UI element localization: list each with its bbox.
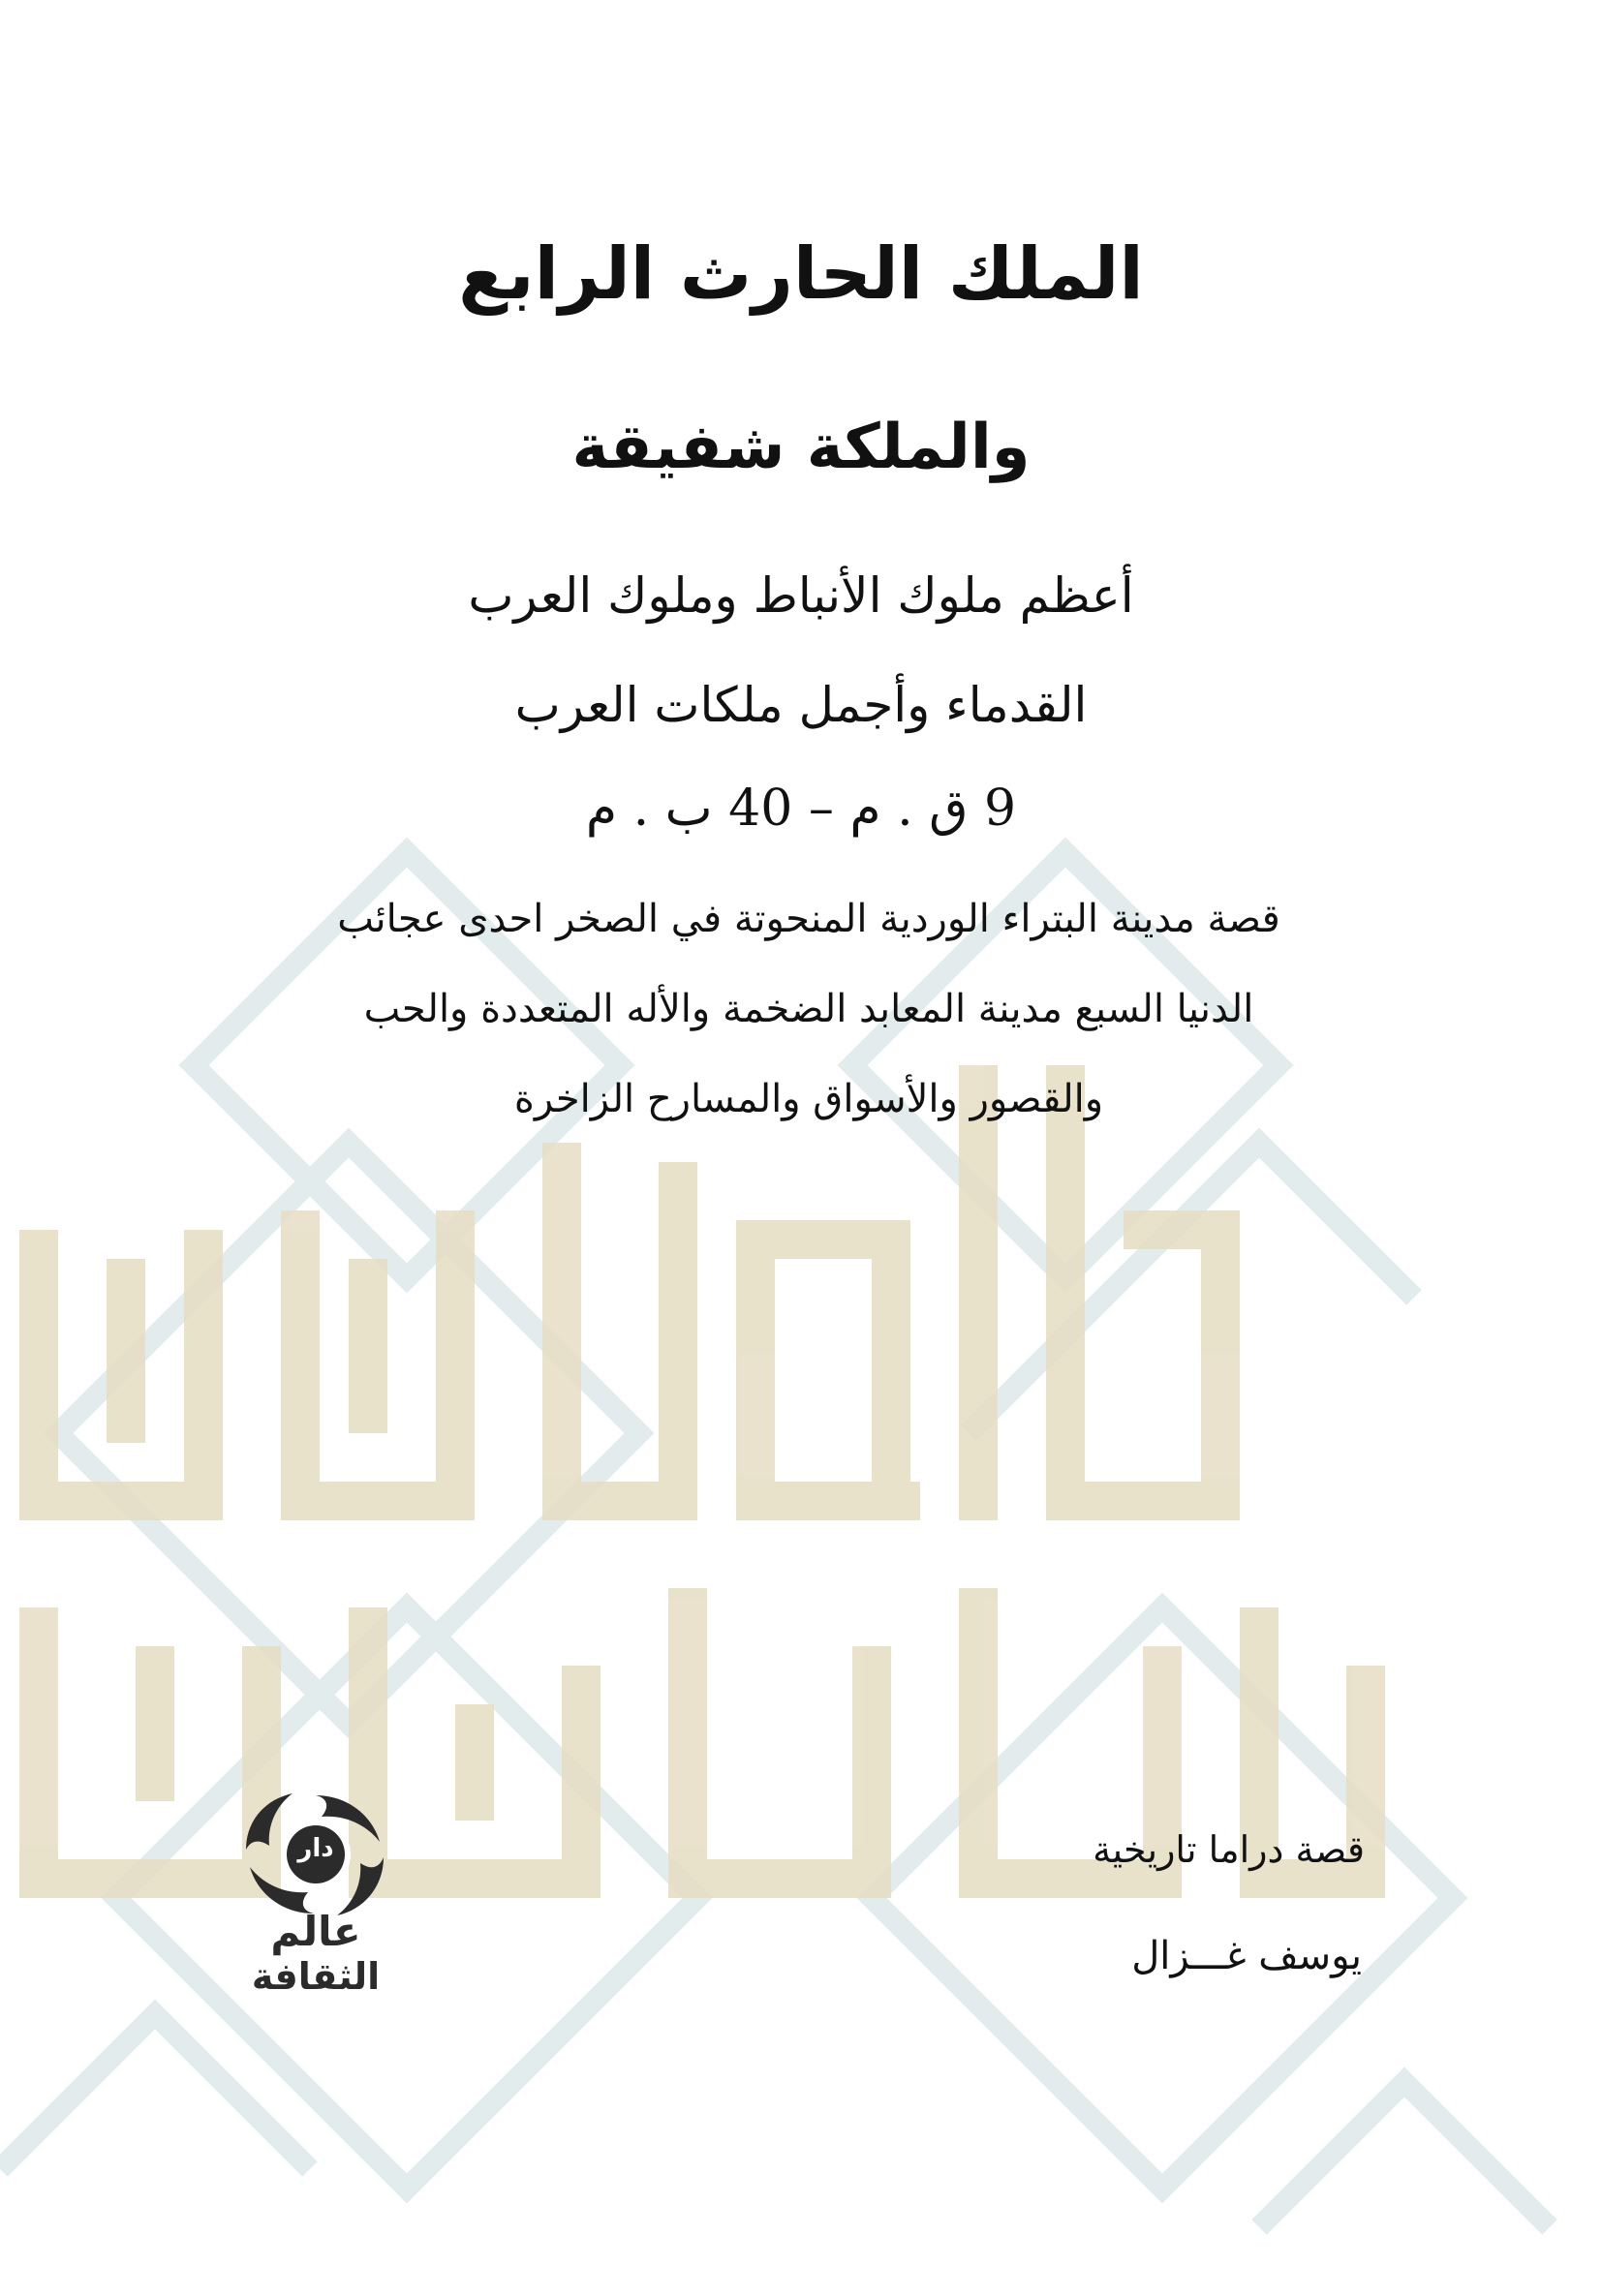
description-line-1: قصة مدينة البتراء الوردية المنحوتة في الصخر احدى عجائب: [337, 897, 1280, 941]
book-author: يوسف غـــزال: [1131, 1934, 1362, 1978]
description-line-2: الدنيا السبع مدينة المعابد الضخمة والأله المتعددة والحب: [363, 987, 1254, 1031]
description-line-3: والقصور والأسواق والمسارح الزاخرة: [513, 1077, 1104, 1121]
publisher-logo: [238, 1790, 393, 2007]
publisher-name-line-1: عالم: [270, 1908, 361, 1955]
book-genre: قصة دراما تاريخية: [1093, 1828, 1365, 1871]
subtitle-line-2: القدماء وأجمل ملكات العرب: [514, 677, 1088, 733]
publisher-name-line-2: الثقافة: [251, 1955, 381, 1998]
subtitle-dates: 9 ق . م – 40 ب . م: [585, 780, 1017, 838]
book-title-line-2: والملكة شفيقة: [571, 412, 1031, 483]
publisher-badge: دار: [297, 1834, 334, 1863]
subtitle-line-1: أعظم ملوك الأنباط وملوك العرب: [468, 567, 1134, 624]
book-title-line-1: الملك الحارث الرابع: [458, 232, 1144, 316]
watermark-teal-frame: [0, 852, 1550, 2227]
watermark-sand-letters: [19, 1065, 1385, 1898]
